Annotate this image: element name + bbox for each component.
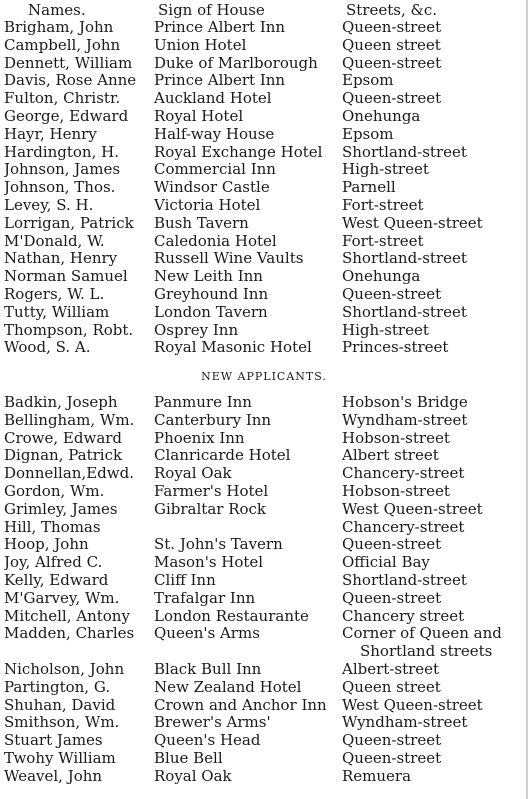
- house-sign: Panmure Inn: [154, 394, 252, 411]
- house-sign: St. John's Tavern: [154, 536, 283, 554]
- street: [342, 108, 528, 126]
- street: [342, 90, 528, 108]
- house-sign: Mason's Hotel: [154, 554, 264, 572]
- house-sign: Black Bull Inn: [154, 660, 262, 678]
- house-sign: Royal Hotel: [154, 107, 244, 125]
- house-sign: Cliff Inn: [154, 571, 216, 589]
- street-line: Queen-street: [342, 732, 442, 750]
- street: [342, 197, 528, 215]
- licensee-name: Nicholson, John: [4, 660, 125, 678]
- house-sign: Queen's Head: [154, 732, 261, 750]
- street: [342, 394, 528, 412]
- list-item: [0, 322, 528, 340]
- street-line: Shortland-street: [342, 571, 467, 589]
- street-line: Shortland-street: [342, 250, 467, 268]
- house-sign: Brewer's Arms': [154, 714, 271, 732]
- street: [342, 768, 528, 786]
- street: [342, 322, 528, 340]
- street-line: Queen-street: [342, 536, 442, 554]
- licensee-name: Shuhan, David: [4, 696, 116, 714]
- street: [342, 465, 528, 483]
- list-item: [0, 661, 528, 679]
- house-sign: Royal Exchange Hotel: [154, 143, 323, 161]
- list-item: [0, 430, 528, 448]
- street: [342, 608, 528, 626]
- street-line: Remuera: [342, 767, 412, 785]
- list-item: [0, 339, 528, 357]
- house-sign: Union Hotel: [154, 36, 247, 54]
- street: [342, 268, 528, 286]
- street-line: Onehunga: [342, 107, 421, 125]
- street: [342, 179, 528, 197]
- street-line: Queen-street: [342, 54, 442, 72]
- street-line: Official Bay: [342, 554, 430, 572]
- licensee-name: Joy, Alfred C.: [4, 554, 103, 572]
- street-line: Epsom: [342, 72, 394, 90]
- list-item: [0, 465, 528, 483]
- street-line: Fort-street: [342, 196, 424, 214]
- licensee-name: Mitchell, Antony: [4, 607, 130, 625]
- house-sign: Clanricarde Hotel: [154, 447, 291, 465]
- list-item: [0, 625, 528, 661]
- street-line: Queen-street: [342, 90, 442, 108]
- street: [342, 483, 528, 501]
- street-line: Shortland-street: [342, 143, 467, 161]
- licensee-name: Dennett, William: [4, 54, 133, 72]
- street: [342, 72, 528, 90]
- list-item: [0, 768, 528, 786]
- house-sign: London Tavern: [154, 303, 268, 321]
- street-line: Albert-street: [342, 660, 440, 678]
- licensee-name: Hardington, H.: [4, 143, 119, 161]
- renewals-list: [0, 19, 528, 357]
- street: [342, 447, 528, 465]
- licensee-name: Tutty, William: [4, 303, 110, 321]
- licensee-name: Bellingham, Wm.: [4, 411, 135, 429]
- list-item: [0, 572, 528, 590]
- list-item: [0, 268, 528, 286]
- street-line: Wyndham-street: [342, 714, 468, 732]
- street-line: Hobson-street: [342, 482, 450, 500]
- street: [342, 215, 528, 233]
- street-line: Onehunga: [342, 268, 421, 286]
- street: [342, 661, 528, 679]
- street-line: Epsom: [342, 125, 394, 143]
- house-sign: Half-way House: [154, 125, 275, 143]
- street-line: Queen-street: [342, 19, 442, 36]
- list-item: [0, 250, 528, 268]
- licensee-name: Norman Samuel: [4, 268, 128, 286]
- section-title-new-applicants: NEW APPLICANTS.: [201, 370, 327, 383]
- list-item: [0, 394, 528, 412]
- licensee-name: George, Edward: [4, 107, 129, 125]
- house-sign: Osprey Inn: [154, 321, 239, 339]
- street: [342, 412, 528, 430]
- column-header-sign: Sign of House: [158, 1, 265, 19]
- street-line: Chancery-street: [342, 518, 465, 536]
- list-item: [0, 590, 528, 608]
- house-sign: Phoenix Inn: [154, 429, 245, 447]
- list-item: [0, 37, 528, 55]
- list-item: [0, 412, 528, 430]
- column-header-streets: Streets, &c.: [346, 1, 438, 19]
- street-line: Fort-street: [342, 232, 424, 250]
- street-line: West Queen-street: [342, 696, 483, 714]
- list-item: [0, 714, 528, 732]
- licensee-name: Campbell, John: [4, 36, 121, 54]
- house-sign: Caledonia Hotel: [154, 232, 277, 250]
- street: [342, 339, 528, 357]
- street: [342, 519, 528, 537]
- licensee-name: Madden, Charles: [4, 625, 135, 643]
- licensee-name: Thompson, Robt.: [4, 321, 134, 339]
- street: [342, 625, 528, 661]
- list-item: [0, 144, 528, 162]
- street: [342, 554, 528, 572]
- licensee-name: Grimley, James: [4, 500, 118, 518]
- street-line: Chancery-street: [342, 465, 465, 483]
- house-sign: New Zealand Hotel: [154, 678, 302, 696]
- list-item: [0, 750, 528, 768]
- house-sign: Canterbury Inn: [154, 411, 272, 429]
- licensee-name: Brigham, John: [4, 19, 114, 36]
- house-sign: Victoria Hotel: [154, 196, 261, 214]
- list-item: [0, 126, 528, 144]
- street: [342, 233, 528, 251]
- licensee-name: Stuart James: [4, 732, 103, 750]
- list-item: [0, 608, 528, 626]
- street-line: High-street: [342, 161, 429, 179]
- house-sign: Farmer's Hotel: [154, 482, 269, 500]
- house-sign: Greyhound Inn: [154, 285, 269, 303]
- house-sign: Commercial Inn: [154, 161, 276, 179]
- street-line: Queen street: [342, 36, 441, 54]
- house-sign: Russell Wine Vaults: [154, 250, 304, 268]
- licensee-name: Partington, G.: [4, 678, 111, 696]
- list-item: [0, 286, 528, 304]
- list-item: [0, 197, 528, 215]
- list-item: [0, 519, 528, 537]
- street-line: Queen-street: [342, 285, 442, 303]
- street: [342, 161, 528, 179]
- house-sign: Gibraltar Rock: [154, 500, 267, 518]
- licensee-name: M'Donald, W.: [4, 232, 105, 250]
- street: [342, 590, 528, 608]
- licensee-name: Nathan, Henry: [4, 250, 118, 268]
- house-sign: Windsor Castle: [154, 179, 270, 197]
- list-item: [0, 304, 528, 322]
- street: [342, 126, 528, 144]
- street-line: Hobson's Bridge: [342, 394, 468, 411]
- street: [342, 732, 528, 750]
- house-sign: Blue Bell: [154, 749, 223, 767]
- street: [342, 19, 528, 37]
- licensee-name: Crowe, Edward: [4, 429, 123, 447]
- licensee-name: Johnson, James: [4, 161, 121, 179]
- licensee-name: Hoop, John: [4, 536, 89, 554]
- licensee-name: Kelly, Edward: [4, 571, 109, 589]
- licensee-name: Davis, Rose Anne: [4, 72, 137, 90]
- street-line: Princes-street: [342, 339, 449, 357]
- licensee-name: Donnellan,Edwd.: [4, 465, 134, 483]
- street-line-continued: Shortland streets: [360, 642, 493, 661]
- list-item: [0, 679, 528, 697]
- street-line: West Queen-street: [342, 500, 483, 518]
- street: [342, 714, 528, 732]
- list-item: [0, 447, 528, 465]
- street-line: Wyndham-street: [342, 411, 468, 429]
- street: [342, 536, 528, 554]
- house-sign: Trafalgar Inn: [154, 589, 256, 607]
- street: [342, 304, 528, 322]
- street: [342, 37, 528, 55]
- house-sign: Royal Oak: [154, 767, 232, 785]
- street: [342, 430, 528, 448]
- street-line: Queen-street: [342, 749, 442, 767]
- licensee-name: Twohy William: [4, 749, 116, 767]
- list-item: [0, 72, 528, 90]
- list-item: [0, 536, 528, 554]
- street-line: Queen-street: [342, 589, 442, 607]
- street: [342, 750, 528, 768]
- licensee-name: Wood, S. A.: [4, 339, 91, 357]
- list-item: [0, 697, 528, 715]
- street: [342, 55, 528, 73]
- street-line: Chancery street: [342, 607, 465, 625]
- list-item: [0, 233, 528, 251]
- house-sign: Prince Albert Inn: [154, 19, 286, 36]
- licensee-name: Fulton, Christr.: [4, 90, 121, 108]
- house-sign: Duke of Marlborough: [154, 54, 318, 72]
- licensee-name: Hayr, Henry: [4, 125, 97, 143]
- street-line: Shortland-street: [342, 303, 467, 321]
- list-item: [0, 732, 528, 750]
- house-sign: Bush Tavern: [154, 214, 249, 232]
- street-line: Corner of Queen and: [342, 625, 502, 643]
- licensee-name: Weavel, John: [4, 767, 103, 785]
- list-item: [0, 55, 528, 73]
- house-sign: Prince Albert Inn: [154, 72, 286, 90]
- street-line: Parnell: [342, 179, 396, 197]
- house-sign: Crown and Anchor Inn: [154, 696, 327, 714]
- licensee-name: M'Garvey, Wm.: [4, 589, 120, 607]
- list-item: [0, 215, 528, 233]
- street: [342, 144, 528, 162]
- house-sign: Royal Oak: [154, 465, 232, 483]
- licensee-name: Gordon, Wm.: [4, 482, 105, 500]
- licensee-name: Johnson, Thos.: [4, 179, 116, 197]
- licensee-name: Levey, S. H.: [4, 196, 94, 214]
- list-item: [0, 179, 528, 197]
- list-item: [0, 90, 528, 108]
- licensee-name: Hill, Thomas: [4, 518, 101, 536]
- licensee-name: Dignan, Patrick: [4, 447, 123, 465]
- list-item: [0, 19, 528, 37]
- licensee-name: Rogers, W. L.: [4, 285, 105, 303]
- street: [342, 250, 528, 268]
- street-line: Queen street: [342, 678, 441, 696]
- list-item: [0, 483, 528, 501]
- list-item: [0, 108, 528, 126]
- house-sign: New Leith Inn: [154, 268, 263, 286]
- licensee-name: Smithson, Wm.: [4, 714, 120, 732]
- house-sign: Royal Masonic Hotel: [154, 339, 312, 357]
- licensee-name: Lorrigan, Patrick: [4, 214, 134, 232]
- street-line: Albert street: [342, 447, 439, 465]
- street: [342, 572, 528, 590]
- street-line: Hobson-street: [342, 429, 450, 447]
- street: [342, 679, 528, 697]
- list-item: [0, 554, 528, 572]
- list-item: [0, 161, 528, 179]
- street: [342, 501, 528, 519]
- licensee-name: Badkin, Joseph: [4, 394, 118, 411]
- street: [342, 286, 528, 304]
- street-line: West Queen-street: [342, 214, 483, 232]
- house-sign: Auckland Hotel: [154, 90, 272, 108]
- column-header-names: Names.: [28, 1, 86, 19]
- street: [342, 697, 528, 715]
- new-applicants-list: [0, 394, 528, 786]
- house-sign: London Restaurante: [154, 607, 309, 625]
- street-line: High-street: [342, 321, 429, 339]
- house-sign: Queen's Arms: [154, 625, 260, 643]
- list-item: [0, 501, 528, 519]
